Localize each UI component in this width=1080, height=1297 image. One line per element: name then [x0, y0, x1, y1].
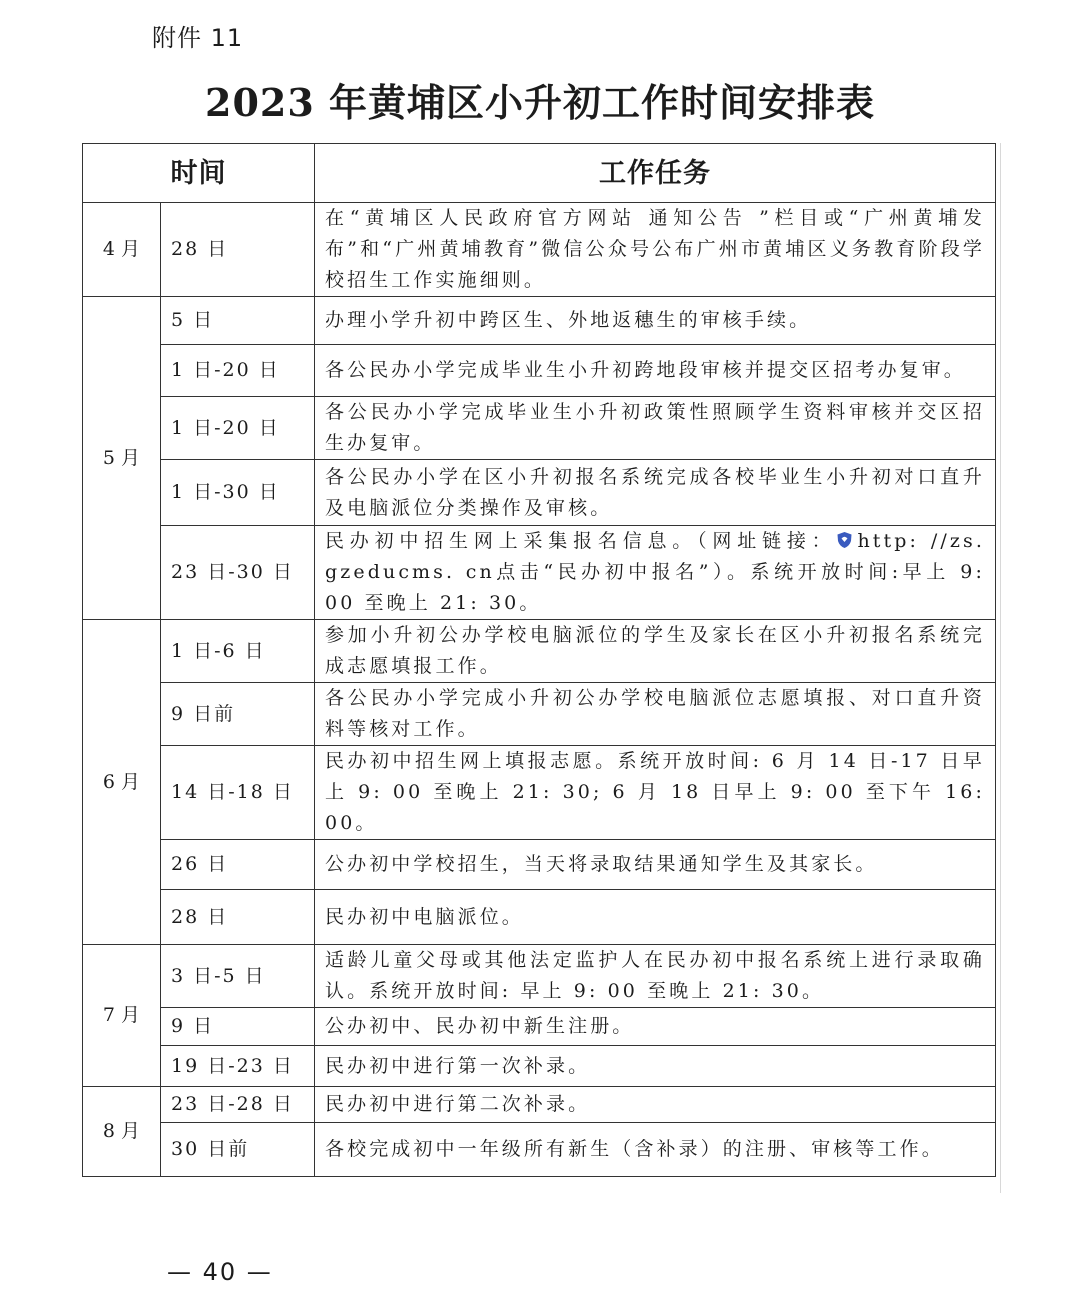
- task-cell: 各公民办小学完成毕业生小升初政策性照顾学生资料审核并交区招生办复审。: [315, 397, 996, 460]
- table-row: [83, 1123, 996, 1177]
- day-cell: 1 日-20 日: [161, 397, 315, 460]
- task-cell: 在“黄埔区人民政府官方网站 通知公告 ”栏目或“广州黄埔发布”和“广州黄埔教育”微信公众号公布广州市黄埔区义务教育阶段学校招生工作实施细则。: [315, 203, 996, 297]
- table-row: [83, 945, 996, 1008]
- day-cell: 28 日: [161, 203, 315, 297]
- month-cell: 4 月: [83, 203, 161, 297]
- task-cell: 公办初中学校招生，当天将录取结果通知学生及其家长。: [315, 840, 996, 890]
- day-cell: 23 日-30 日: [161, 526, 315, 620]
- month-cell: 7 月: [83, 945, 161, 1087]
- task-text: 民办初中招生网上采集报名信息。（网址链接：: [325, 530, 837, 552]
- table-row: [83, 203, 996, 297]
- day-cell: 19 日-23 日: [161, 1046, 315, 1087]
- table-row: [83, 890, 996, 945]
- table-row: [83, 460, 996, 526]
- task-cell: 民办初中招生网上填报志愿。系统开放时间: 6 月 14 日-17 日早上 9: 00 至晚上 21: 30; 6 月 18 日早上 9: 00 至下午 16: 00。: [315, 746, 996, 840]
- day-cell: 26 日: [161, 840, 315, 890]
- day-cell: 1 日-30 日: [161, 460, 315, 526]
- table-row: [83, 1008, 996, 1046]
- task-cell: [315, 526, 996, 620]
- month-cell: 8 月: [83, 1087, 161, 1177]
- task-cell: 民办初中电脑派位。: [315, 890, 996, 945]
- task-cell: 办理小学升初中跨区生、外地返穗生的审核手续。: [315, 297, 996, 345]
- table-row: [83, 397, 996, 460]
- day-cell: 30 日前: [161, 1123, 315, 1177]
- table-row: [83, 1046, 996, 1087]
- header-task: 工作任务: [315, 144, 996, 203]
- table-row: [83, 297, 996, 345]
- table-row: [83, 526, 996, 620]
- website-link[interactable]: http: //zs. gzeducms. cn: [325, 530, 985, 583]
- table-row: [83, 683, 996, 746]
- task-cell: 民办初中进行第二次补录。: [315, 1087, 996, 1123]
- day-cell: 23 日-28 日: [161, 1087, 315, 1123]
- shield-link-icon: [836, 531, 853, 549]
- day-cell: 14 日-18 日: [161, 746, 315, 840]
- task-cell: 各公民办小学完成小升初公办学校电脑派位志愿填报、对口直升资料等核对工作。: [315, 683, 996, 746]
- table-row: [83, 746, 996, 840]
- table-header-row: [83, 144, 996, 203]
- day-cell: 1 日-6 日: [161, 620, 315, 683]
- document-title: 2023 年黄埔区小升初工作时间安排表: [205, 80, 875, 125]
- day-cell: 9 日前: [161, 683, 315, 746]
- month-cell: 6 月: [83, 620, 161, 945]
- day-cell: 3 日-5 日: [161, 945, 315, 1008]
- header-time: 时间: [83, 144, 315, 203]
- task-text: 点击“民办初中报名”）。系统开放时间:早上 9: 00 至晚上 21: 30。: [325, 561, 985, 614]
- task-cell: 参加小升初公办学校电脑派位的学生及家长在区小升初报名系统完成志愿填报工作。: [315, 620, 996, 683]
- day-cell: 28 日: [161, 890, 315, 945]
- table-row: [83, 1087, 996, 1123]
- scan-edge-line: [1000, 143, 1001, 1193]
- table-row: [83, 620, 996, 683]
- day-cell: 1 日-20 日: [161, 345, 315, 397]
- table-row: [83, 345, 996, 397]
- task-cell: 公办初中、民办初中新生注册。: [315, 1008, 996, 1046]
- month-cell: 5 月: [83, 297, 161, 620]
- task-cell: 各校完成初中一年级所有新生（含补录）的注册、审核等工作。: [315, 1123, 996, 1177]
- attachment-label: 附件 11: [152, 24, 244, 52]
- table-row: [83, 840, 996, 890]
- task-cell: 适龄儿童父母或其他法定监护人在民办初中报名系统上进行录取确认。系统开放时间: 早上 9: 00 至晚上 21: 30。: [315, 945, 996, 1008]
- page-number: — 40 —: [167, 1258, 273, 1286]
- task-cell: 各公民办小学在区小升初报名系统完成各校毕业生小升初对口直升及电脑派位分类操作及审核。: [315, 460, 996, 526]
- task-cell: 各公民办小学完成毕业生小升初跨地段审核并提交区招考办复审。: [315, 345, 996, 397]
- day-cell: 9 日: [161, 1008, 315, 1046]
- schedule-table: [82, 143, 996, 1177]
- day-cell: 5 日: [161, 297, 315, 345]
- task-cell: 民办初中进行第一次补录。: [315, 1046, 996, 1087]
